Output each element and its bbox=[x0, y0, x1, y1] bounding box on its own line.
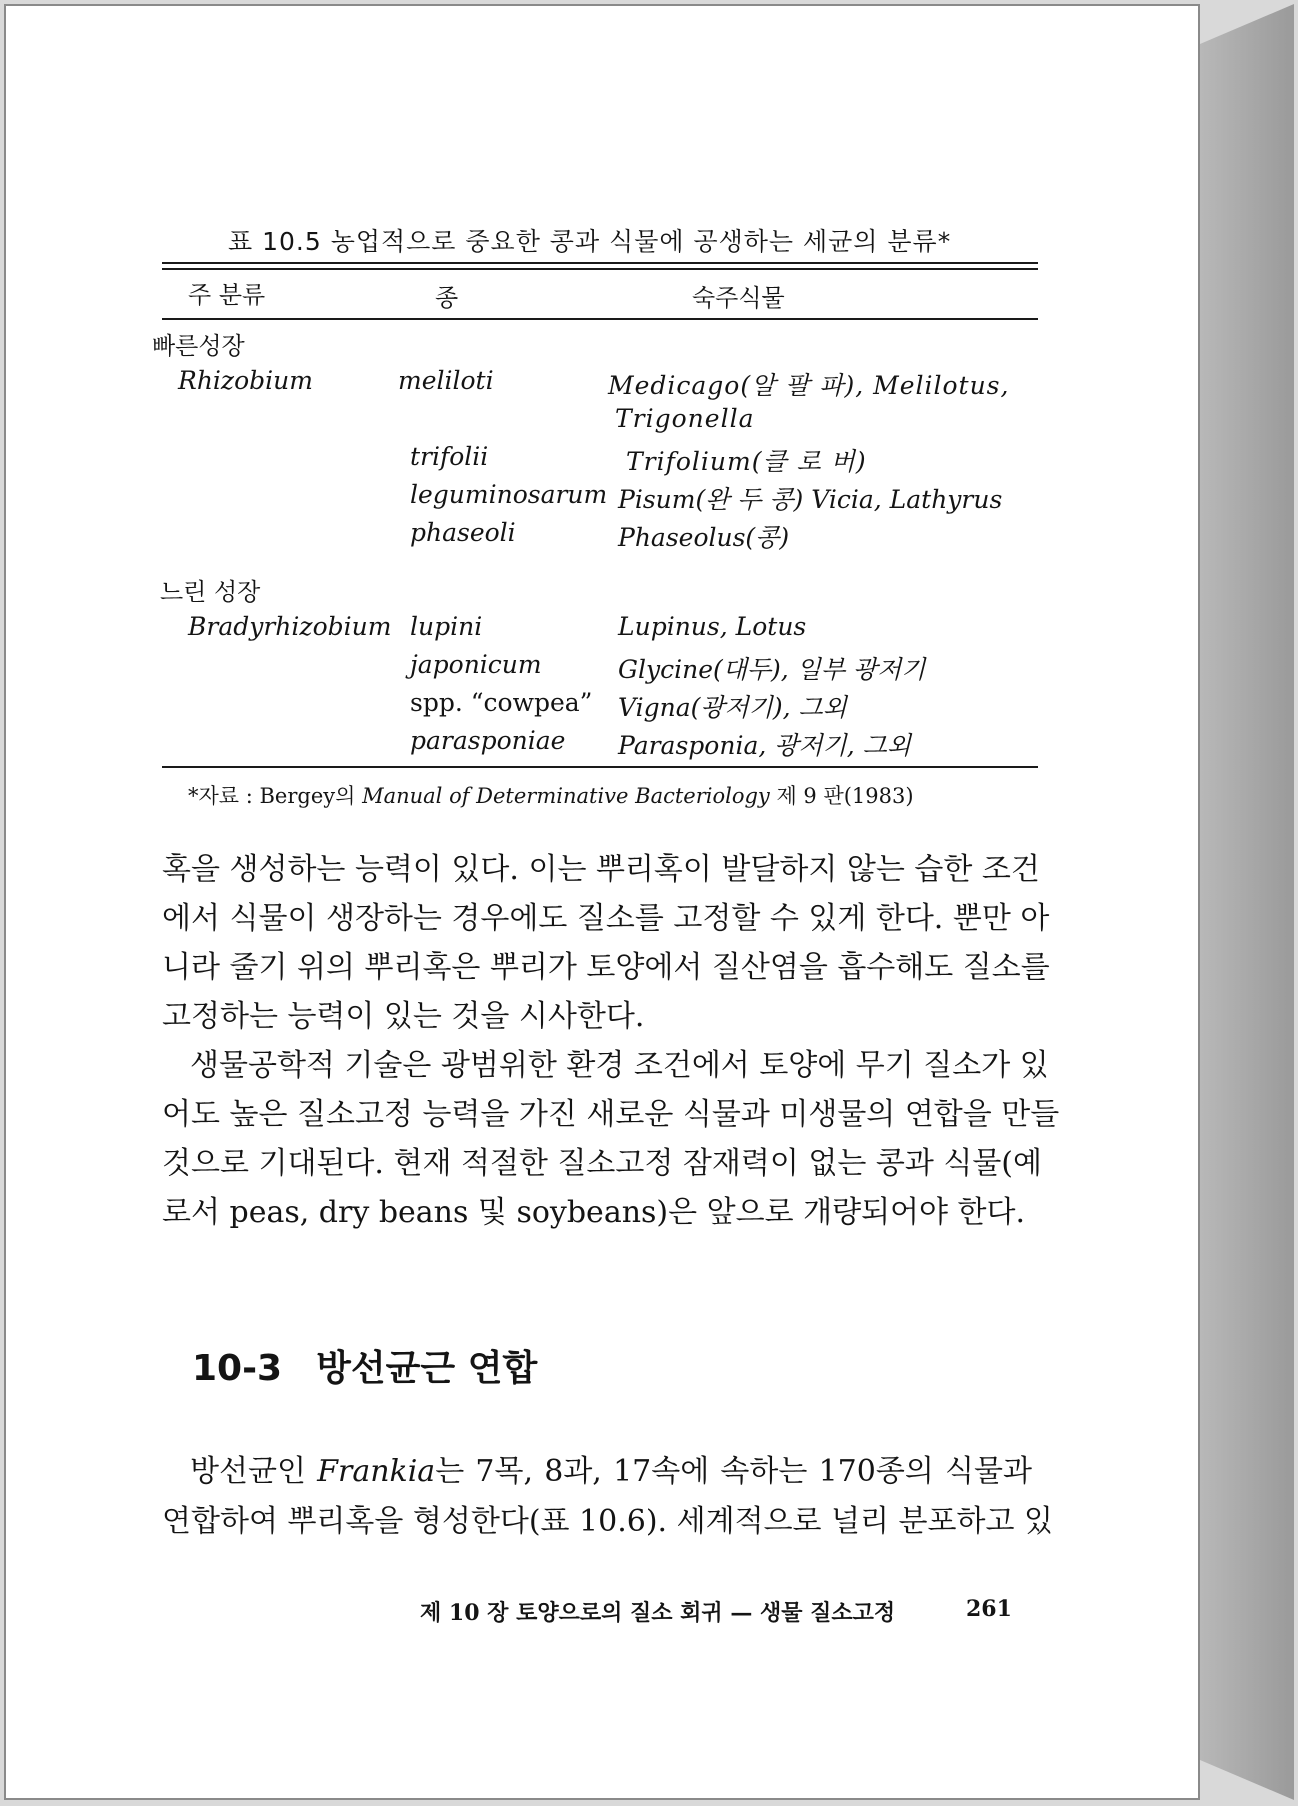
book-spine-bottom bbox=[1200, 1760, 1294, 1800]
paragraph-1-line-4: 고정하는 능력이 있는 것을 시사한다. bbox=[162, 999, 645, 1034]
footnote-book-title: Manual of Determinative Bacteriology bbox=[362, 784, 770, 808]
p3-frankia: Frankia bbox=[317, 1454, 436, 1489]
p3-suffix: 는 7목, 8과, 17속에 속하는 170종의 식물과 bbox=[435, 1454, 1032, 1489]
paragraph-1-line-3: 니라 줄기 위의 뿌리혹은 뿌리가 토양에서 질산염을 흡수해도 질소를 bbox=[162, 950, 1050, 985]
species-trifolii: trifolii bbox=[410, 442, 489, 471]
host-trifolium: Trifolium(클 로 버) bbox=[626, 447, 867, 476]
host-vigna: Vigna(광저기), 그외 bbox=[618, 693, 847, 722]
category-fast-growth: 빠른성장 bbox=[152, 332, 245, 360]
p3-prefix: 방선균인 bbox=[190, 1454, 318, 1489]
table-top-rule-2 bbox=[162, 268, 1038, 270]
footnote-suffix: 제 9 판(1983) bbox=[769, 784, 914, 808]
book-spine bbox=[1200, 4, 1294, 1800]
paragraph-2-line-3: 것으로 기대된다. 현재 적절한 질소고정 잠재력이 없는 콩과 식물(예 bbox=[162, 1146, 1042, 1181]
table-header-rule bbox=[162, 318, 1038, 320]
footnote-prefix: *자료 : Bergey의 bbox=[188, 784, 363, 808]
host-medicago: Medicago(알 팔 파), Melilotus, bbox=[608, 371, 1010, 400]
paragraph-1-line-1: 혹을 생성하는 능력이 있다. 이는 뿌리혹이 발달하지 않는 습한 조건 bbox=[162, 852, 1040, 887]
species-cowpea: spp. “cowpea” bbox=[410, 688, 593, 717]
host-trigonella: Trigonella bbox=[615, 404, 755, 433]
paragraph-2-line-2: 어도 높은 질소고정 능력을 가진 새로운 식물과 미생물의 연합을 만들 bbox=[162, 1097, 1060, 1132]
species-parasponiae: parasponiae bbox=[410, 726, 566, 755]
section-number: 10-3 bbox=[192, 1348, 283, 1389]
category-slow-growth: 느린 성장 bbox=[160, 578, 261, 606]
species-lupini: lupini bbox=[410, 612, 483, 641]
header-species: 종 bbox=[435, 284, 459, 312]
running-footer: 제 10 장 토양으로의 질소 회귀 — 생물 질소고정 bbox=[420, 1600, 896, 1626]
host-lupinus: Lupinus, Lotus bbox=[618, 612, 807, 641]
header-main-category: 주 분류 bbox=[188, 281, 266, 309]
paragraph-2-line-1: 생물공학적 기술은 광범위한 환경 조건에서 토양에 무기 질소가 있 bbox=[190, 1048, 1049, 1083]
paragraph-3-line-2: 연합하여 뿌리혹을 형성한다(표 10.6). 세계적으로 널리 분포하고 있 bbox=[162, 1504, 1053, 1539]
host-parasponia: Parasponia, 광저기, 그외 bbox=[618, 731, 911, 760]
table-footnote bbox=[188, 780, 914, 810]
species-phaseoli: phaseoli bbox=[410, 518, 516, 547]
book-spine-top bbox=[1200, 4, 1294, 44]
species-leguminosarum: leguminosarum bbox=[410, 480, 608, 509]
section-heading bbox=[192, 1340, 537, 1391]
host-pisum: Pisum(완 두 콩) Vicia, Lathyrus bbox=[618, 485, 1003, 514]
page-number: 261 bbox=[966, 1596, 1012, 1622]
table-top-rule bbox=[162, 262, 1038, 264]
species-japonicum: japonicum bbox=[410, 650, 542, 679]
genus-bradyrhizobium: Bradyrhizobium bbox=[188, 612, 392, 641]
paragraph-2-line-4: 로서 peas, dry beans 및 soybeans)은 앞으로 개량되어야 한다. bbox=[162, 1195, 1026, 1230]
host-glycine: Glycine(대두), 일부 광저기 bbox=[618, 655, 926, 684]
genus-rhizobium: Rhizobium bbox=[178, 366, 313, 395]
species-meliloti: meliloti bbox=[398, 366, 494, 395]
paragraph-1-line-2: 에서 식물이 생장하는 경우에도 질소를 고정할 수 있게 한다. 뿐만 아 bbox=[162, 901, 1050, 936]
header-host-plant: 숙주식물 bbox=[692, 284, 785, 312]
paragraph-3-line-1 bbox=[190, 1446, 1032, 1490]
table-caption: 표 10.5 농업적으로 중요한 콩과 식물에 공생하는 세균의 분류* bbox=[228, 227, 952, 256]
table-bottom-rule bbox=[162, 766, 1038, 768]
section-title: 방선균근 연합 bbox=[316, 1348, 538, 1389]
host-phaseolus: Phaseolus(콩) bbox=[618, 523, 790, 552]
